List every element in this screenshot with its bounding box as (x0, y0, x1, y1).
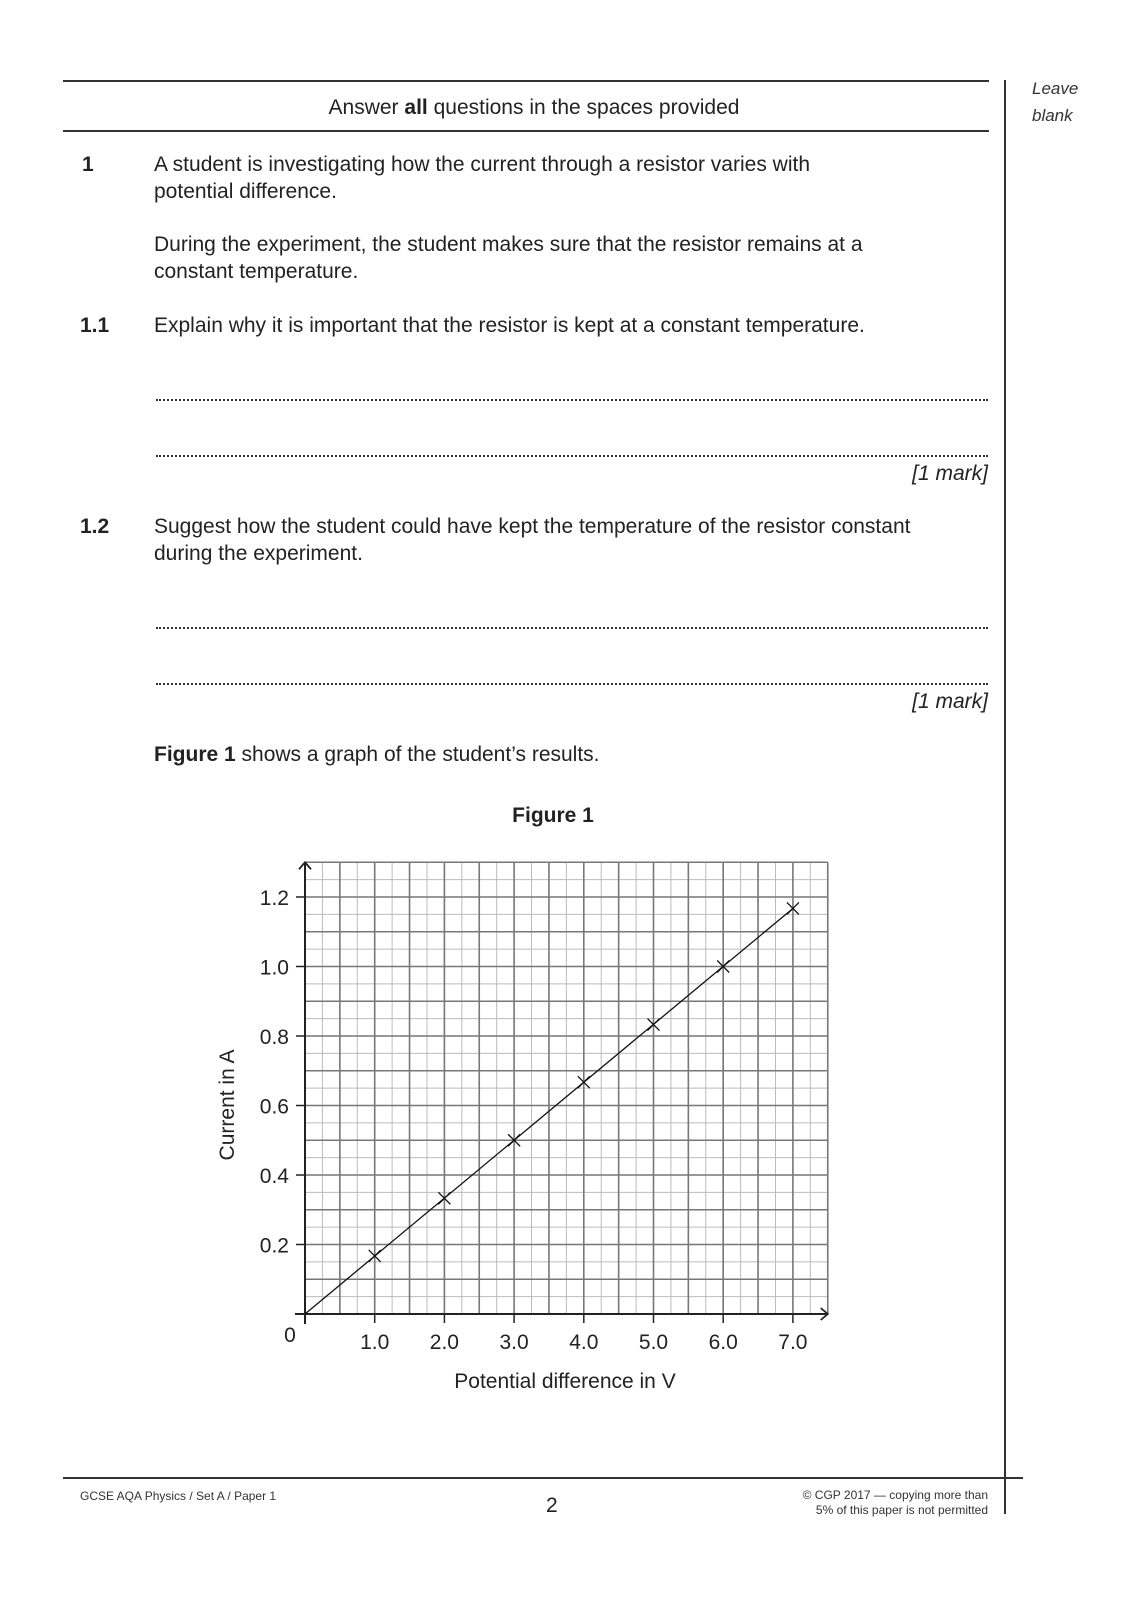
grid-minor (305, 862, 828, 1314)
x-tick-label: 3.0 (499, 1331, 529, 1354)
question-context-line2: constant temperature. (154, 260, 359, 283)
question-context-line1: During the experiment, the student makes sure that the resistor remains at a (154, 233, 863, 256)
instruction-bold: all (404, 96, 428, 119)
y-tick-label: 0.6 (259, 1095, 289, 1119)
part-number-1-2: 1.2 (80, 515, 110, 538)
footer-copyright-line1: © CGP 2017 — copying more than (802, 1488, 988, 1502)
instruction-prefix: Answer (328, 96, 405, 119)
y-axis-label: Current in A (216, 1049, 239, 1161)
x-tick-label: 6.0 (708, 1331, 738, 1354)
part-1-2-text-line2: during the experiment. (154, 542, 363, 565)
page-number: 2 (546, 1494, 558, 1517)
chart-title: Figure 1 (512, 804, 594, 827)
x-tick-label: 1.0 (360, 1331, 390, 1354)
margin-label-blank: blank (1032, 106, 1073, 125)
x-axis-label: Potential difference in V (454, 1370, 676, 1393)
part-number-1-1: 1.1 (80, 314, 110, 337)
question-intro-line2: potential difference. (154, 180, 337, 203)
instruction-suffix: questions in the spaces provided (427, 96, 740, 119)
margin-label-leave: Leave (1032, 79, 1079, 98)
y-tick-label: 0.4 (259, 1165, 289, 1188)
x-tick-label: 4.0 (569, 1331, 599, 1354)
origin-label: 0 (284, 1324, 296, 1347)
part-1-2-text-line1: Suggest how the student could have kept the temperature of the resistor constant (154, 515, 911, 538)
y-tick-label: 1.2 (259, 887, 289, 910)
part-1-1-text: Explain why it is important that the resistor is kept at a constant temperature. (154, 314, 865, 337)
x-tick-label: 2.0 (429, 1331, 460, 1354)
marks-1-1: [1 mark] (912, 462, 988, 485)
y-tick-label: 1.0 (259, 956, 289, 980)
footer-copyright-line2: 5% of this paper is not permitted (815, 1503, 988, 1517)
x-tick-label: 7.0 (778, 1331, 808, 1354)
figure-reference-rest: shows a graph of the student’s results. (235, 743, 600, 766)
y-tick-label: 0.8 (259, 1026, 289, 1049)
footer-paper-info: GCSE AQA Physics / Set A / Paper 1 (80, 1489, 277, 1503)
question-number: 1 (82, 153, 94, 176)
y-tick-label: 0.2 (259, 1234, 289, 1258)
question-intro-line1: A student is investigating how the current through a resistor varies with (154, 153, 811, 176)
x-tick-label: 5.0 (638, 1331, 669, 1354)
footer-rule (63, 1477, 1023, 1479)
marks-1-2: [1 mark] (912, 690, 988, 713)
figure-reference-bold: Figure 1 (154, 743, 236, 766)
